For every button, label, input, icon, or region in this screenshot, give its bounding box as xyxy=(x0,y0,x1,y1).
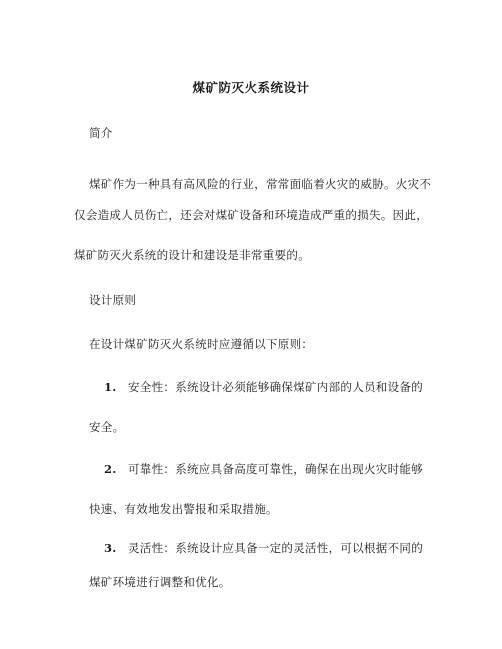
list-item-2-continuation: 快速、有效地发出警报和采取措施。 xyxy=(89,502,278,516)
list-item-text: 安全性：系统设计必须能够确保煤矿内部的人员和设备的 xyxy=(128,380,423,394)
document-title: 煤矿防灭火系统设计 xyxy=(192,80,310,95)
list-item-text: 灵活性：系统设计应具备一定的灵活性，可以根据不同的 xyxy=(128,541,423,555)
list-item-3 xyxy=(104,540,423,556)
intro-paragraph-line-3: 煤矿防灭火系统的设计和建设是非常重要的。 xyxy=(74,248,310,262)
list-item-number: 3. xyxy=(104,541,117,555)
section-heading-principles: 设计原则 xyxy=(89,293,137,307)
list-item-text: 可靠性：系统应具备高度可靠性，确保在出现火灾时能够 xyxy=(128,462,423,476)
intro-paragraph-line-2: 仅会造成人员伤亡，还会对煤矿设备和环境造成严重的损失。因此， xyxy=(74,208,428,222)
list-item-1 xyxy=(104,379,423,395)
intro-paragraph-line-1: 煤矿作为一种具有高风险的行业，常常面临着火灾的威胁。火灾不 xyxy=(89,177,432,191)
principles-intro-text: 在设计煤矿防灭火系统时应遵循以下原则： xyxy=(89,337,314,351)
list-item-number: 2. xyxy=(104,462,117,476)
list-item-2 xyxy=(104,461,423,477)
list-item-number: 1. xyxy=(104,380,117,394)
section-heading-intro: 简介 xyxy=(89,126,113,140)
list-item-1-continuation: 安全。 xyxy=(89,420,125,434)
list-item-3-continuation: 煤矿环境进行调整和优化。 xyxy=(89,575,231,589)
